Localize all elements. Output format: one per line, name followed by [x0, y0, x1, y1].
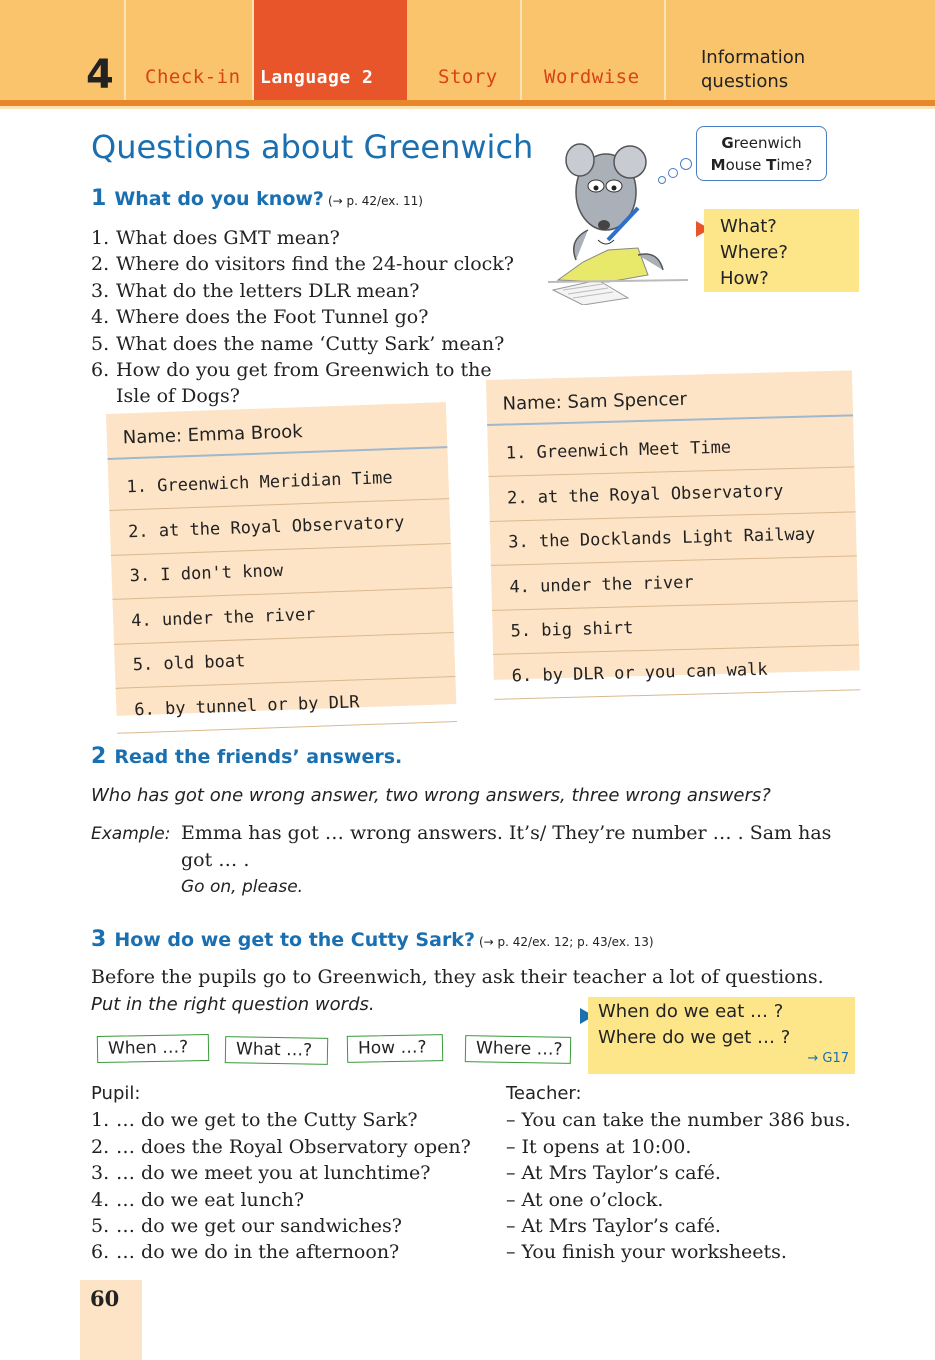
- question-item: [91, 278, 514, 304]
- header-rule-light: [0, 106, 935, 109]
- handwritten-answer: 5. big shirt: [510, 618, 634, 642]
- handwritten-answer: 4. under the river: [509, 572, 694, 597]
- handwritten-answer: 5. old boat: [132, 651, 246, 676]
- exercise-1-heading: [91, 186, 423, 211]
- question-number: [91, 383, 116, 409]
- card-rule: [111, 543, 451, 556]
- tab-language-2[interactable]: [254, 0, 407, 100]
- card-rule: [494, 689, 860, 700]
- question-text: Isle of Dogs?: [116, 385, 240, 408]
- tab-language-2-label: Language 2: [260, 67, 374, 88]
- pupil-question-item: [91, 1239, 471, 1265]
- mouse-illustration-icon: [548, 130, 688, 305]
- example-line-3: Go on, please.: [181, 877, 304, 897]
- teacher-answer-item: – At one o’clock.: [506, 1188, 664, 1211]
- pupil-question-item: [91, 1213, 471, 1239]
- word-box-when[interactable]: When …?: [97, 1034, 209, 1063]
- pupil-question-number: 4.: [91, 1188, 110, 1211]
- unit-number: 4: [86, 52, 114, 98]
- pupil-question-number: 1.: [91, 1109, 110, 1132]
- thought-dot-large: [680, 158, 692, 170]
- grammar-reference-link[interactable]: → G17: [807, 1051, 849, 1066]
- teacher-answer-item: – You can take the number 386 bus.: [506, 1109, 851, 1132]
- exercise-3-title: How do we get to the Cutty Sark?: [114, 929, 475, 951]
- pupil-question-item: [91, 1187, 471, 1213]
- tab-check-in[interactable]: Check-in: [145, 66, 241, 88]
- thought-dot-small: [658, 176, 666, 184]
- handwritten-answer: 4. under the river: [130, 604, 316, 631]
- handwritten-answer: 1. Greenwich Meridian Time: [126, 468, 393, 498]
- question-number: 5.: [91, 332, 110, 355]
- pupil-questions: [91, 1081, 471, 1266]
- exercise-3-number: 3: [91, 927, 107, 952]
- exercise-3-reference: (→ p. 42/ex. 12; p. 43/ex. 13): [478, 935, 654, 949]
- exercise-3-instruction: Put in the right question words.: [91, 994, 375, 1015]
- card-rule: [116, 676, 456, 689]
- question-item: [91, 251, 514, 277]
- grammar-tip: [588, 997, 855, 1074]
- pupil-question-text: … do we do in the afternoon?: [116, 1241, 400, 1264]
- pupil-question-text: … do we meet you at lunchtime?: [116, 1162, 431, 1185]
- question-number: 4.: [91, 306, 110, 329]
- question-item: [91, 304, 514, 330]
- pupil-question-text: … do we get to the Cutty Sark?: [116, 1109, 418, 1132]
- exercise-1-title: What do you know?: [114, 188, 324, 210]
- pupil-label: Pupil:: [91, 1083, 141, 1104]
- question-item: [91, 331, 514, 357]
- teacher-answers: [506, 1081, 851, 1266]
- teacher-answer-item: – At Mrs Taylor’s café.: [506, 1215, 721, 1238]
- grammar-tip-line-1: When do we eat … ?: [598, 1001, 784, 1022]
- pupil-question-number: 6.: [91, 1241, 110, 1264]
- question-text: What does GMT mean?: [116, 227, 340, 249]
- question-number: 6.: [91, 359, 110, 382]
- exercise-2-title: Read the friends’ answers.: [114, 746, 403, 768]
- handwritten-answer: 3. I don't know: [129, 560, 284, 587]
- card-rule: [493, 644, 859, 655]
- exercise-2-heading: [91, 744, 402, 769]
- card-rule: [114, 631, 454, 644]
- teacher-answer-item: – You finish your worksheets.: [506, 1241, 787, 1264]
- example-label: Example:: [91, 824, 171, 844]
- card-rule: [109, 498, 449, 511]
- question-word-tip: What? Where? How?: [704, 209, 859, 292]
- pupil-question-text: … do we get our sandwiches?: [116, 1215, 402, 1238]
- tab-story[interactable]: Story: [438, 66, 498, 88]
- teacher-answer-item: – It opens at 10:00.: [506, 1135, 692, 1158]
- thought-dot-medium: [668, 168, 678, 178]
- question-text: What does the name ‘Cutty Sark’ mean?: [116, 332, 505, 355]
- question-text: How do you get from Greenwich to the: [116, 359, 492, 382]
- question-number: 2.: [91, 253, 110, 276]
- question-item: [91, 225, 514, 251]
- pupil-question-item: [91, 1160, 471, 1186]
- pupil-question-number: 3.: [91, 1162, 110, 1185]
- section-topic-line2: questions: [701, 71, 789, 92]
- card-sam-name: Name: Sam Spencer: [502, 388, 688, 415]
- pupil-question-item: [91, 1107, 471, 1133]
- card-rule: [491, 555, 857, 566]
- pupil-question-text: … does the Royal Observatory open?: [116, 1135, 471, 1158]
- question-item: [91, 383, 514, 409]
- question-text: Where does the Foot Tunnel go?: [116, 306, 429, 329]
- card-rule: [112, 587, 452, 600]
- card-rule: [489, 466, 855, 477]
- thought-bubble: Greenwich Mouse Time?: [696, 126, 827, 181]
- page-number: 60: [90, 1286, 120, 1311]
- handwritten-answer: 3. the Docklands Light Railway: [507, 524, 816, 553]
- question-text: What do the letters DLR mean?: [116, 279, 420, 302]
- exercise-1-questions: [91, 225, 514, 410]
- teacher-answer-item: – At Mrs Taylor’s café.: [506, 1162, 721, 1185]
- question-number: 3.: [91, 279, 110, 302]
- page-title: Questions about Greenwich: [91, 128, 534, 166]
- exercise-2-instruction: Who has got one wrong answer, two wrong answers, three wrong answers?: [91, 785, 771, 806]
- answer-card-emma: [106, 402, 456, 720]
- card-rule: [492, 600, 858, 611]
- grammar-tip-line-2: Where do we get … ?: [598, 1027, 791, 1048]
- teacher-label: Teacher:: [506, 1083, 582, 1104]
- example-line-1: Emma has got … wrong answers. It’s/ They’re number … . Sam has: [181, 822, 832, 844]
- question-number: 1.: [91, 227, 110, 249]
- word-box-what[interactable]: What …?: [225, 1036, 328, 1065]
- card-emma-name: Name: Emma Brook: [122, 421, 303, 449]
- handwritten-answer: 6. by tunnel or by DLR: [133, 691, 360, 720]
- example-line-2: got … .: [181, 849, 250, 871]
- question-item: [91, 357, 514, 383]
- page-number-box: [80, 1280, 142, 1360]
- exercise-2-number: 2: [91, 744, 107, 769]
- question-text: Where do visitors find the 24-hour clock?: [116, 253, 514, 276]
- handwritten-answer: 2. at the Royal Observatory: [506, 480, 784, 508]
- exercise-1-number: 1: [91, 186, 107, 211]
- exercise-1-reference: (→ p. 42/ex. 11): [327, 194, 423, 208]
- handwritten-answer: 2. at the Royal Observatory: [127, 512, 405, 542]
- exercise-3-heading: [91, 927, 654, 952]
- handwritten-answer: 6. by DLR or you can walk: [511, 659, 768, 686]
- tab-wordwise[interactable]: Wordwise: [544, 66, 640, 88]
- answer-card-sam: [486, 370, 860, 686]
- section-topic: [701, 46, 805, 94]
- pupil-question-number: 2.: [91, 1135, 110, 1158]
- pupil-question-text: … do we eat lunch?: [116, 1188, 305, 1211]
- card-rule: [490, 511, 856, 522]
- pupil-question-number: 5.: [91, 1215, 110, 1238]
- section-topic-line1: Information: [701, 47, 806, 68]
- word-box-where[interactable]: Where …?: [465, 1035, 571, 1064]
- card-rule: [117, 720, 457, 733]
- pupil-question-item: [91, 1134, 471, 1160]
- word-box-how[interactable]: How …?: [347, 1034, 443, 1063]
- exercise-3-intro: Before the pupils go to Greenwich, they ask their teacher a lot of questions.: [91, 966, 824, 988]
- handwritten-answer: 1. Greenwich Meet Time: [505, 437, 732, 464]
